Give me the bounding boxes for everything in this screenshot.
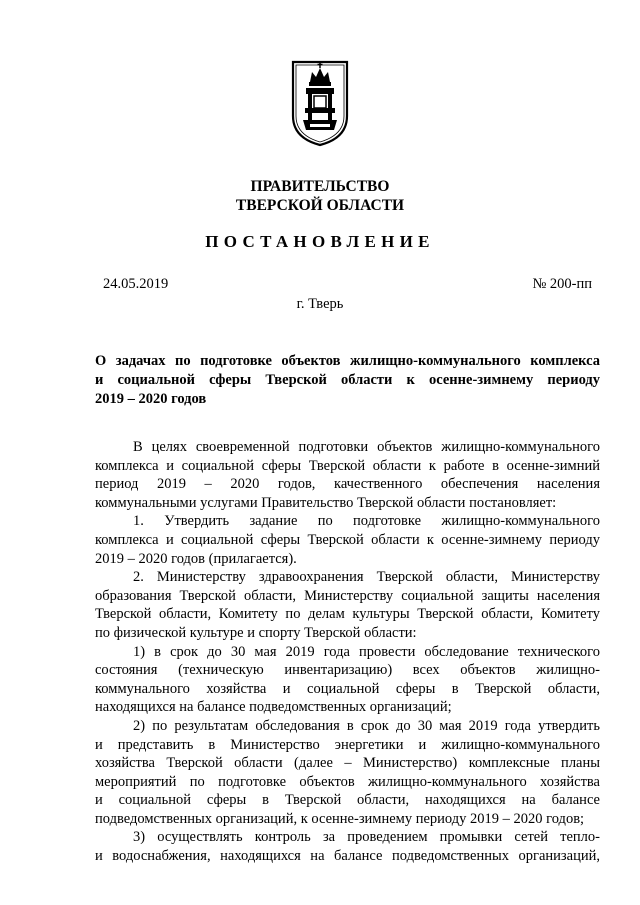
body-line: и водоснабжения, находящихся на балансе подведомственных организаций, (95, 848, 600, 865)
coat-of-arms-emblem (290, 58, 350, 148)
body-line: состояния (техническую инвентаризацию) всех объектов жилищно- (95, 662, 600, 679)
document-number: № 200-пп (532, 276, 592, 292)
body-line: 1. Утвердить задание по подготовке жилищно-коммунального (133, 513, 600, 530)
body-line: коммунальными услугами Правительство Тверской области постановляет: (95, 494, 557, 511)
body-line: Тверской области, Комитету по делам культуры Тверской области, Комитету (95, 606, 600, 623)
title-line: 2019 – 2020 годов (95, 391, 207, 407)
body-line: хозяйства Тверской области (далее – Министерство) комплексные планы (95, 755, 600, 772)
body-line: комплекса и социальной сферы Тверской области к работе в осенне-зимний (95, 457, 600, 474)
body-line: период 2019 – 2020 годов, качественного обеспечения населения (95, 476, 600, 493)
document-body (95, 438, 600, 866)
body-line: 2) по результатам обследования в срок до 30 мая 2019 года утвердить (133, 717, 600, 734)
body-line: 2019 – 2020 годов (прилагается). (95, 550, 297, 567)
government-name-line2: ТВЕРСКОЙ ОБЛАСТИ (235, 197, 405, 214)
body-line: В целях своевременной подготовки объектов жилищно-коммунального (133, 439, 600, 455)
document-type-heading: ПОСТАНОВЛЕНИЕ (205, 232, 435, 251)
title-line: и социальной сферы Тверской области к осенне-зимнему периоду (95, 372, 600, 388)
body-line: и социальной сферы в Тверской области, находящихся на балансе (95, 792, 600, 809)
document-city: г. Тверь (296, 296, 344, 312)
title-line: О задачах по подготовке объектов жилищно-коммунального комплекса (95, 353, 600, 369)
body-line: образования Тверской области, Министерству социальной защиты населения (95, 587, 600, 604)
body-line: по физической культуре и спорту Тверской области: (95, 624, 417, 641)
government-name-line1: ПРАВИТЕЛЬСТВО (250, 178, 390, 195)
body-line: 1) в срок до 30 мая 2019 года провести обследование технического (133, 643, 600, 660)
body-line: мероприятий по подготовке объектов жилищно-коммунального хозяйства (95, 773, 600, 790)
body-line: комплекса и социальной сферы Тверской области к осенне-зимнему периоду (95, 531, 600, 548)
document-title (95, 352, 600, 409)
body-line: коммунального хозяйства и социальной сферы в Тверской области, (95, 680, 600, 697)
body-line: 3) осуществлять контроль за проведением промывки сетей тепло- (133, 829, 600, 846)
body-line: и представить в Министерство энергетики и жилищно-коммунального (95, 736, 600, 753)
body-line: подведомственных организаций, к осенне-зимнему периоду 2019 – 2020 годов; (95, 810, 585, 827)
body-line: находящихся на балансе подведомственных организаций; (95, 699, 452, 716)
body-line: 2. Министерству здравоохранения Тверской области, Министерству (133, 569, 600, 586)
document-date: 24.05.2019 (103, 276, 169, 292)
